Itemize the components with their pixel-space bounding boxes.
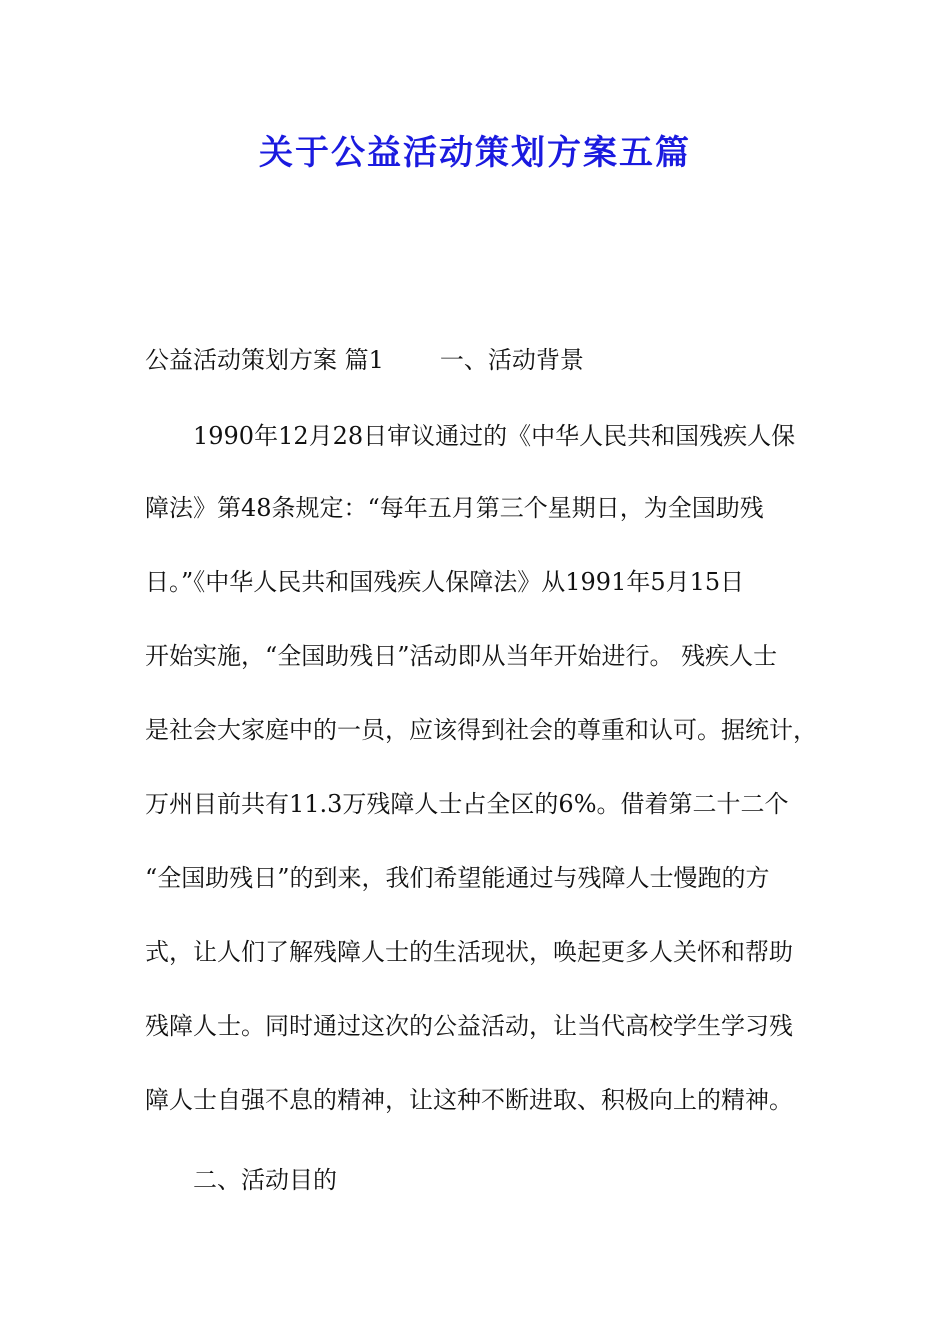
section-heading: 一、活动背景 — [439, 346, 584, 374]
paragraph-line: “全国助残日”的到来，我们希望能通过与残障人士慢跑的方 — [145, 864, 770, 892]
paragraph-line: 万州目前共有11.3万残障人士占全区的6%。借着第二十二个 — [145, 790, 789, 818]
paragraph-line: 日。”《中华人民共和国残疾人保障法》从1991年5月15日 — [145, 568, 745, 596]
paragraph-line: 开始实施，“全国助残日”活动即从当年开始进行。 残疾人士 — [145, 642, 778, 670]
section-heading-2: 二、活动目的 — [193, 1166, 337, 1194]
section-line — [145, 342, 825, 378]
document-title: 关于公益活动策划方案五篇 — [259, 133, 691, 173]
paragraph-line: 式，让人们了解残障人士的生活现状，唤起更多人关怀和帮助 — [145, 938, 793, 966]
paragraph-line: 是社会大家庭中的一员，应该得到社会的尊重和认可。据统计， — [145, 716, 817, 744]
paragraph-line: 残障人士。同时通过这次的公益活动，让当代高校学生学习残 — [145, 1012, 793, 1040]
paragraph-line: 1990年12月28日审议通过的《中华人民共和国残疾人保 — [193, 422, 796, 450]
plan-label: 公益活动策划方案 篇1 — [145, 346, 384, 374]
paragraph-line: 障人士自强不息的精神，让这种不断进取、积极向上的精神。 — [145, 1086, 793, 1114]
paragraph-line: 障法》第48条规定：“每年五月第三个星期日，为全国助残 — [145, 494, 764, 522]
